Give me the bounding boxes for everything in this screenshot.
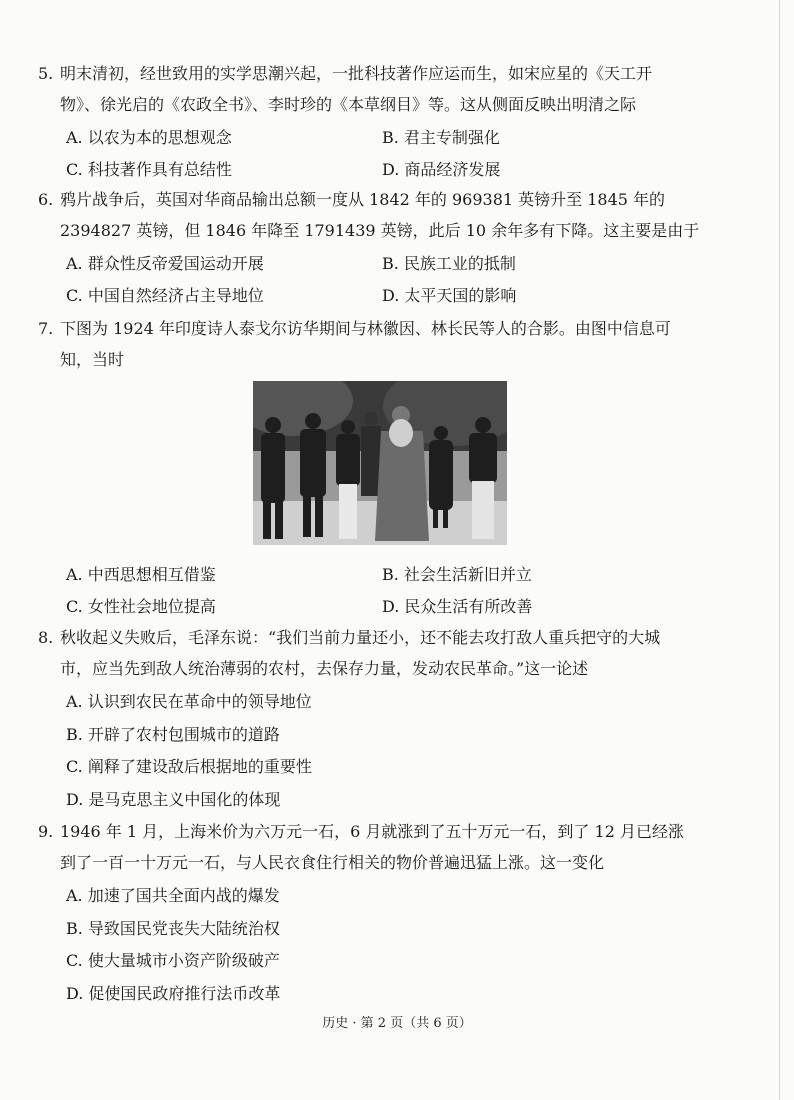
stem-line-1: 鸦片战争后，英国对华商品输出总额一度从 1842 年的 969381 英镑升至 1845 年的	[60, 190, 666, 209]
question-7	[38, 313, 738, 375]
question-8	[38, 622, 738, 816]
question-6-stem	[38, 184, 738, 246]
stem-line-2: 市，应当先到敌人统治薄弱的农村，去保存力量，发动农民革命。”这一论述	[60, 659, 589, 678]
option-b: B. 社会生活新旧并立	[382, 565, 532, 584]
option-b: B. 导致国民党丧失大陆统治权	[66, 918, 280, 938]
question-5	[38, 58, 738, 186]
page-footer: 历史 · 第 2 页（共 6 页）	[322, 1016, 472, 1031]
option-a: A. 中西思想相互借鉴	[66, 565, 216, 584]
option-c: C. 中国自然经济占主导地位	[66, 286, 264, 305]
question-5-stem	[38, 58, 738, 120]
option-b: B. 民族工业的抵制	[382, 254, 516, 273]
scan-edge-line	[779, 0, 780, 1100]
options	[38, 880, 738, 1010]
option-a: A. 以农为本的思想观念	[66, 128, 232, 147]
stem-line-2: 物》、徐光启的《农政全书》、李时珍的《本草纲目》等。这从侧面反映出明清之际	[60, 95, 637, 114]
option-a: A. 认识到农民在革命中的领导地位	[66, 692, 312, 711]
question-9	[38, 816, 738, 1010]
question-7-stem	[38, 313, 738, 375]
option-d: D. 是马克思主义中国化的体现	[66, 789, 281, 809]
option-d: D. 太平天国的影响	[382, 286, 517, 305]
question-number: 7.	[38, 319, 54, 338]
question-7-options	[38, 557, 738, 623]
stem-line-2: 2394827 英镑，但 1846 年降至 1791439 英镑，此后 10 余年多有下降。这主要是由于	[60, 221, 700, 240]
options	[38, 559, 738, 623]
stem-line-1: 明末清初，经世致用的实学思潮兴起，一批科技著作应运而生，如宋应星的《天工开	[60, 64, 653, 83]
stem-line-1: 下图为 1924 年印度诗人泰戈尔访华期间与林徽因、林长民等人的合影。由图中信息可	[60, 319, 671, 338]
option-a: A. 群众性反帝爱国运动开展	[66, 254, 264, 273]
option-d: D. 民众生活有所改善	[382, 597, 533, 616]
question-number: 9.	[38, 822, 54, 841]
question-number: 5.	[38, 64, 54, 83]
option-c: C. 阐释了建设敌后根据地的重要性	[66, 757, 312, 776]
group-photo-illustration	[253, 381, 507, 545]
stem-line-2: 知，当时	[60, 350, 125, 369]
question-number: 6.	[38, 190, 54, 209]
group-photo	[253, 381, 507, 545]
option-c: C. 科技著作具有总结性	[66, 160, 232, 179]
option-d: D. 商品经济发展	[382, 160, 501, 179]
options	[38, 686, 738, 816]
question-9-stem	[38, 816, 738, 878]
option-c: C. 使大量城市小资产阶级破产	[66, 951, 280, 970]
option-a: A. 加速了国共全面内战的爆发	[66, 886, 280, 905]
option-b: B. 开辟了农村包围城市的道路	[66, 724, 280, 744]
stem-line-1: 秋收起义失败后，毛泽东说：“我们当前力量还小，还不能去攻打敌人重兵把守的大城	[60, 628, 661, 647]
question-number: 8.	[38, 628, 54, 647]
option-d: D. 促使国民政府推行法币改革	[66, 983, 281, 1003]
question-6	[38, 184, 738, 312]
stem-line-1: 1946 年 1 月，上海米价为六万元一石，6 月就涨到了五十万元一石，到了 12 月已经涨	[60, 822, 684, 841]
option-c: C. 女性社会地位提高	[66, 597, 216, 616]
question-8-stem	[38, 622, 738, 684]
option-b: B. 君主专制强化	[382, 128, 500, 147]
options	[38, 122, 738, 186]
options	[38, 248, 738, 312]
stem-line-2: 到了一百一十万元一石，与人民衣食住行相关的物价普遍迅猛上涨。这一变化	[60, 853, 605, 872]
